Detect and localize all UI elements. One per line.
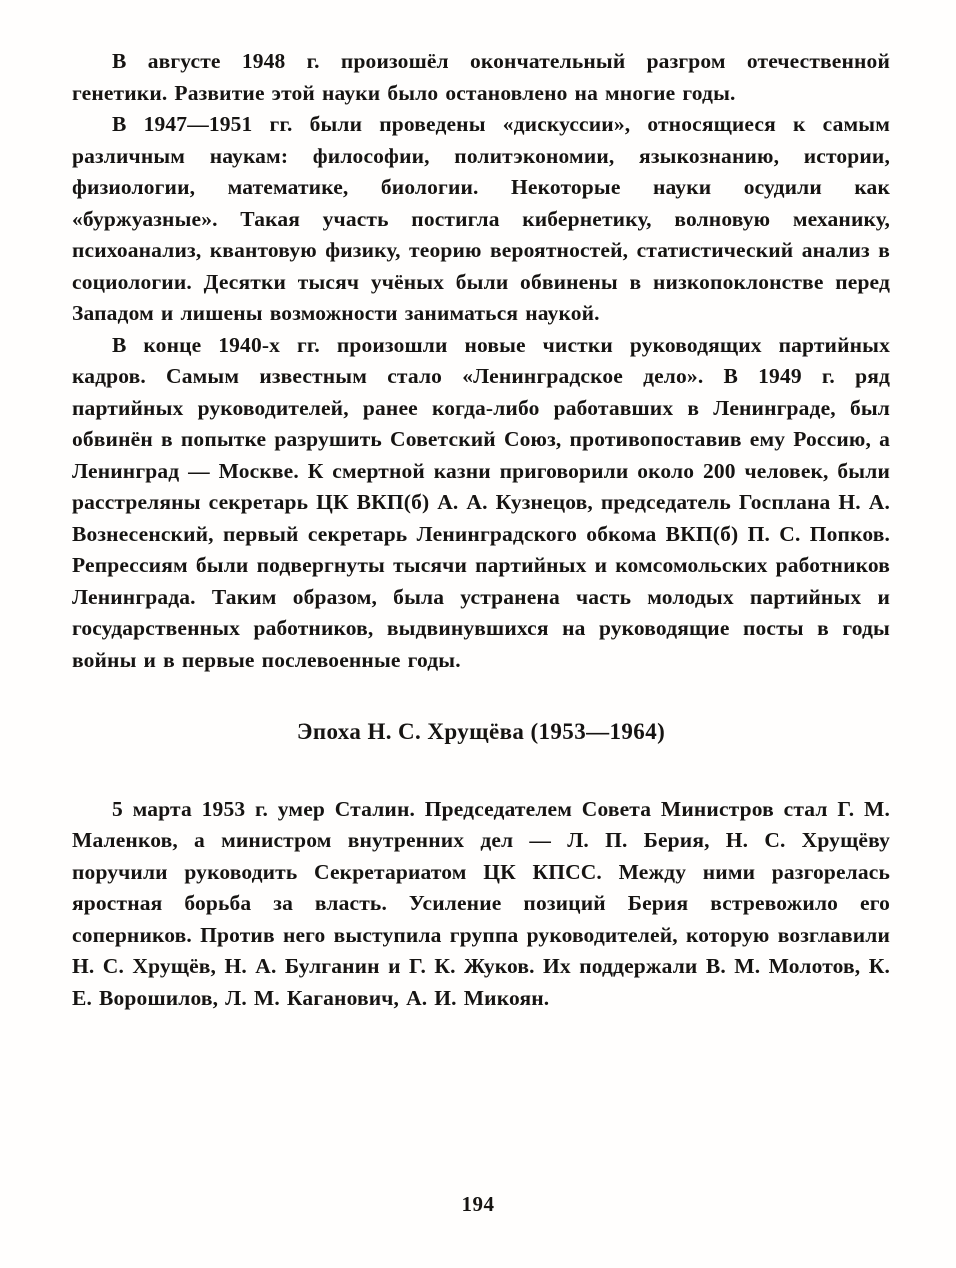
paragraph-leningrad-case: В конце 1940-х гг. произошли новые чистки руководящих партийных кадров. Самым известным стало «Ленинградское дело». В 1949 г. ряд партийных руководителей, ранее когда-либо работавших в Ленинграде, был обвинён в попытке разрушить Советский Союз, противопоставив ему Россию, а Ленинград — Москве. К смертной казни приговорили около 200 человек, были расстреляны секретарь ЦК ВКП(б) А. А. Кузнецов, председатель Госплана Н. А. Вознесенский, первый секретарь Ленинградского обкома ВКП(б) П. С. Попков. Репрессиям были подвергнуты тысячи партийных и комсомольских работников Ленинграда. Таким образом, была устранена часть молодых партийных и государственных работников, выдвинувшихся на руководящие посты в годы войны и в первые послевоенные годы. xyxy=(72,332,890,672)
paragraph-discussions-1947-1951: В 1947—1951 гг. были проведены «дискуссии», относящиеся к самым различным наукам: философии, политэкономии, языкознанию, истории, физиологии, математике, биологии. Некоторые науки осудили как «буржуазные». Такая участь постигла кибернетику, волновую механику, психоанализ, квантовую физику, теорию вероятностей, статистический анализ в социологии. Десятки тысяч учёных были обвинены в низкопоклонстве перед Западом и лишены возможности заниматься наукой. xyxy=(72,112,890,325)
paragraph-stalin-death-1953: 5 марта 1953 г. умер Сталин. Председателем Совета Министров стал Г. М. Маленков, а министром внутренних дел — Л. П. Берия, Н. С. Хрущёву поручили руководить Секретариатом ЦК КПСС. Между ними разгорелась яростная борьба за власть. Усиление позиций Берия встревожило его соперников. Против него выступила группа руководителей, которую возглавили Н. С. Хрущёв, Н. А. Булганин и Г. К. Жуков. Их поддержали В. М. Молотов, К. Е. Ворошилов, Л. М. Каганович, А. И. Микоян. xyxy=(72,796,890,1010)
paragraph-genetics-1948: В августе 1948 г. произошёл окончательный разгром отечественной генетики. Развитие этой науки было остановлено на многие годы. xyxy=(72,49,890,105)
section-heading-khrushchev-era: Эпоха Н. С. Хрущёва (1953—1964) xyxy=(296,719,666,744)
page-number: 194 xyxy=(461,1191,495,1216)
